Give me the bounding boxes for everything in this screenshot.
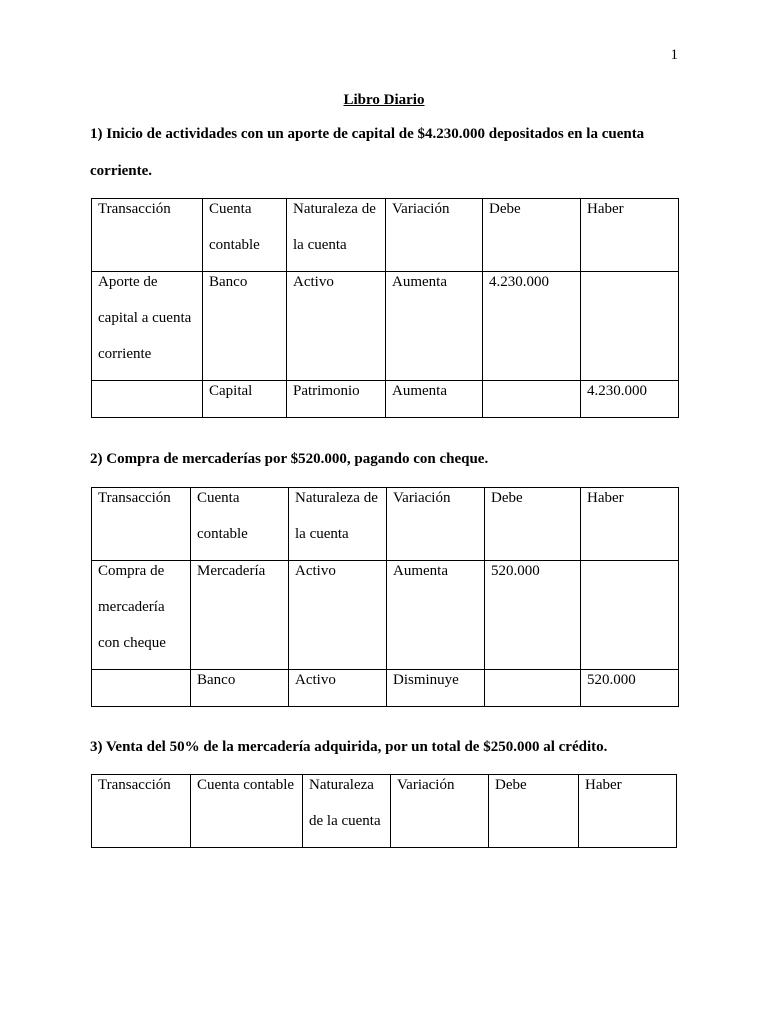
table-cell [287,272,386,381]
table-row [92,670,679,707]
cell-variacion: Aumenta [392,274,447,290]
cell-naturaleza: Activo [293,274,334,290]
page-number: 1 [670,47,678,63]
cell-naturaleza: Activo [295,672,336,688]
table-header-cell [303,775,391,848]
table-row [92,561,679,670]
table-row [92,272,679,381]
table-header-cell [191,775,303,848]
table-cell [483,381,581,418]
table-cell [92,670,191,707]
table-cell [203,381,287,418]
table-cell [387,670,485,707]
cell-variacion: Aumenta [392,383,447,399]
cell-cuenta: Mercadería [197,563,266,579]
table-header-cell [92,488,191,561]
table-cell [92,272,203,381]
header-variacion: Variación [392,201,450,217]
header-cuenta-contable: Cuenta contable [197,777,295,793]
section-2-heading: 2) Compra de mercaderías por $520.000, pagando con cheque. [90,451,489,467]
table-cell [92,381,203,418]
cell-variacion: Disminuye [393,672,459,688]
section-1-heading: 1) Inicio de actividades con un aporte de capital de $4.230.000 depositados en la cuenta corriente. [90,126,645,179]
header-cuenta-contable: Cuenta contable [209,201,260,253]
header-transaccion: Transacción [98,201,171,217]
header-haber: Haber [587,490,624,506]
cell-transaccion: Compra de mercadería con cheque [98,563,166,651]
journal-table-1 [91,198,679,418]
table-cell [191,561,289,670]
table-header-cell [92,199,203,272]
table-cell [485,561,581,670]
table-row [92,381,679,418]
table-header-cell [203,199,287,272]
table-header-cell [287,199,386,272]
table-cell [289,670,387,707]
header-debe: Debe [495,777,527,793]
cell-naturaleza: Activo [295,563,336,579]
table-cell [203,272,287,381]
table-cell [287,381,386,418]
table-header-row [92,199,679,272]
table-cell [386,272,483,381]
table-cell [581,670,679,707]
section-3-heading: 3) Venta del 50% de la mercadería adquirida, por un total de $250.000 al crédito. [90,739,608,755]
header-variacion: Variación [397,777,455,793]
header-naturaleza: Naturaleza de la cuenta [295,490,378,542]
cell-debe: 4.230.000 [489,274,549,290]
table-header-row [92,488,679,561]
table-header-cell [579,775,677,848]
table-header-cell [191,488,289,561]
table-header-cell [92,775,191,848]
table-cell [485,670,581,707]
journal-table-3 [91,774,677,848]
cell-cuenta: Capital [209,383,253,399]
table-cell [191,670,289,707]
cell-haber: 4.230.000 [587,383,647,399]
table-cell [92,561,191,670]
cell-haber: 520.000 [587,672,636,688]
header-variacion: Variación [393,490,451,506]
cell-transaccion: Aporte de capital a cuenta corriente [98,274,192,362]
table-header-cell [289,488,387,561]
document-title-text: Libro Diario [343,92,425,108]
table-cell [483,272,581,381]
table-header-cell [489,775,579,848]
cell-cuenta: Banco [209,274,248,290]
table-header-cell [581,488,679,561]
header-haber: Haber [587,201,624,217]
cell-variacion: Aumenta [393,563,448,579]
header-naturaleza: Naturaleza de la cuenta [293,201,376,253]
journal-table-2 [91,487,679,707]
table-header-cell [387,488,485,561]
header-naturaleza: Naturaleza de la cuenta [309,777,381,829]
header-transaccion: Transacción [98,777,171,793]
table-cell [386,381,483,418]
cell-naturaleza: Patrimonio [293,383,360,399]
document-title [0,82,768,119]
table-cell [387,561,485,670]
table-cell [581,272,679,381]
table-header-cell [485,488,581,561]
table-header-cell [581,199,679,272]
header-transaccion: Transacción [98,490,171,506]
header-debe: Debe [491,490,523,506]
table-header-cell [391,775,489,848]
table-header-cell [483,199,581,272]
header-cuenta-contable: Cuenta contable [197,490,248,542]
table-cell [581,561,679,670]
table-cell [289,561,387,670]
table-header-cell [386,199,483,272]
header-haber: Haber [585,777,622,793]
table-cell [581,381,679,418]
table-header-row [92,775,677,848]
cell-cuenta: Banco [197,672,236,688]
header-debe: Debe [489,201,521,217]
cell-debe: 520.000 [491,563,540,579]
